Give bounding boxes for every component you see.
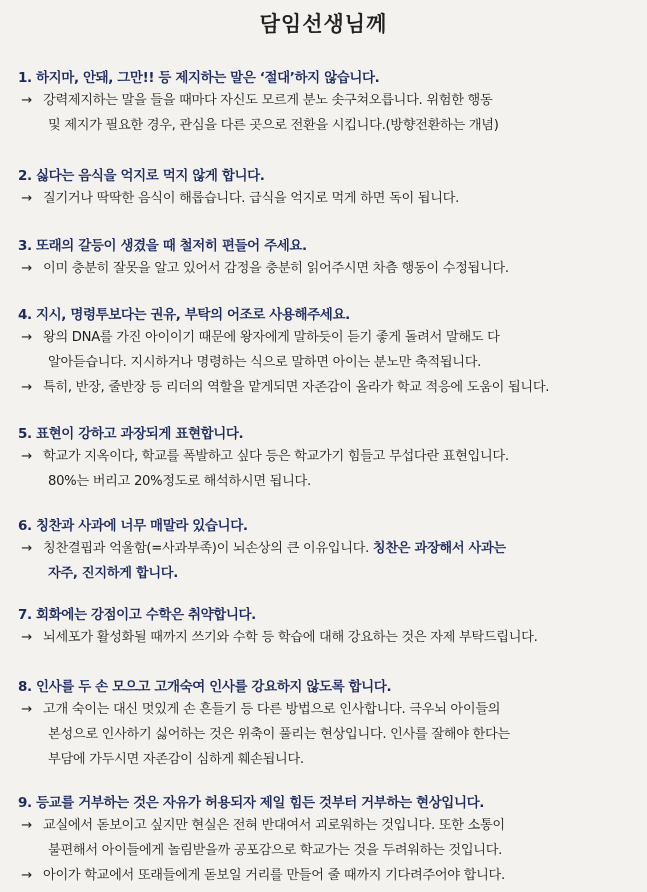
arrow-icon: →	[21, 191, 32, 206]
page-title: 담임선생님께	[259, 12, 388, 36]
arrow-icon: →	[21, 261, 32, 276]
item-heading: 7. 회화에는 강점이고 수학은 취약합니다.	[18, 607, 256, 623]
item-heading: 4. 지시, 명령투보다는 권유, 부탁의 어조로 사용해주세요.	[18, 307, 350, 323]
list-item	[18, 793, 630, 888]
item-heading: 9. 등교를 거부하는 것은 자유가 허용되자 제일 힘든 것부터 거부하는 현상입니다.	[18, 795, 484, 811]
item-text: → 왕의 DNA를 가진 아이이기 때문에 왕자에게 말하듯이 듣기 좋게 돌려서 말해도 다	[18, 325, 630, 350]
item-text: 부담에 가두시면 자존감이 심하게 훼손됩니다.	[48, 752, 304, 767]
item-text: → 특히, 반장, 줄반장 등 리더의 역할을 맡게되면 자존감이 올라가 학교 적응에 도움이 됩니다.	[18, 375, 630, 400]
item-heading: 6. 칭찬과 사과에 너무 매말라 있습니다.	[18, 518, 248, 534]
item-text: 및 제지가 필요한 경우, 관심을 다른 곳으로 전환을 시킵니다.(방향전환하는 개념)	[48, 118, 499, 133]
item-text: → 학교가 지옥이다, 학교를 폭발하고 싶다 등은 학교가기 힘들고 무섭다란 표현입니다.	[18, 444, 630, 469]
list-item	[18, 236, 630, 281]
arrow-icon: →	[21, 541, 32, 556]
list-item	[18, 605, 630, 650]
list-item	[18, 677, 630, 772]
item-text: 80%는 버리고 20%정도로 해석하시면 됩니다.	[48, 474, 311, 489]
list-item	[18, 68, 630, 138]
arrow-icon: →	[21, 449, 32, 464]
item-text: → 강력제지하는 말을 들을 때마다 자신도 모르게 분노 솟구쳐오릅니다. 위험한 행동	[18, 88, 630, 113]
item-heading: 5. 표현이 강하고 과장되게 표현합니다.	[18, 426, 244, 442]
item-text: → 뇌세포가 활성화될 때까지 쓰기와 수학 등 학습에 대해 강요하는 것은 자제 부탁드립니다.	[18, 625, 630, 650]
list-item	[18, 424, 630, 494]
item-text: 알아듣습니다. 지시하거나 명령하는 식으로 말하면 아이는 분노만 축적됩니다.	[48, 355, 482, 370]
arrow-icon: →	[21, 702, 32, 717]
arrow-icon: →	[21, 330, 32, 345]
arrow-icon: →	[21, 93, 32, 108]
list-item	[18, 516, 630, 586]
item-text: → 이미 충분히 잘못을 알고 있어서 감정을 충분히 읽어주시면 차츰 행동이 수정됩니다.	[18, 256, 630, 281]
item-text: 불편해서 아이들에게 놀림받을까 공포감으로 학교가는 것을 두려워하는 것입니다.	[48, 843, 503, 858]
item-heading: 1. 하지마, 안돼, 그만!! 등 제지하는 말은 ‘절대’하지 않습니다.	[18, 70, 380, 86]
item-heading: 2. 싫다는 음식을 억지로 먹지 않게 합니다.	[18, 168, 265, 184]
item-heading: 8. 인사를 두 손 모으고 고개숙여 인사를 강요하지 않도록 합니다.	[18, 679, 392, 695]
list-item	[18, 166, 630, 211]
list-item	[18, 305, 630, 400]
item-text: → 고개 숙이는 대신 멋있게 손 흔들기 등 다른 방법으로 인사합니다. 극우뇌 아이들의	[18, 697, 630, 722]
item-text: 본성으로 인사하기 싫어하는 것은 위축이 풀리는 현상입니다. 인사를 잘해야 한다는	[48, 727, 510, 742]
item-text: → 교실에서 돋보이고 싶지만 현실은 전혀 반대여서 괴로워하는 것입니다. 또한 소통이	[18, 813, 630, 838]
item-heading: 3. 또래의 갈등이 생겼을 때 철저히 편들어 주세요.	[18, 238, 307, 254]
emphasis-text: 자주, 진지하게 합니다.	[48, 566, 178, 581]
item-text: → 칭찬결핍과 억울함(=사과부족)이 뇌손상의 큰 이유입니다. 칭찬은 과장해서 사과는	[18, 536, 630, 561]
item-text: → 아이가 학교에서 또래들에게 돋보일 거리를 만들어 줄 때까지 기다려주어야 합니다.	[18, 863, 630, 888]
arrow-icon: →	[21, 630, 32, 645]
emphasis-text: 칭찬은 과장해서 사과는	[372, 541, 506, 556]
arrow-icon: →	[21, 818, 32, 833]
arrow-icon: →	[21, 380, 32, 395]
arrow-icon: →	[21, 868, 32, 883]
item-text: → 질기거나 딱딱한 음식이 해롭습니다. 급식을 억지로 먹게 하면 독이 됩니다.	[18, 186, 630, 211]
